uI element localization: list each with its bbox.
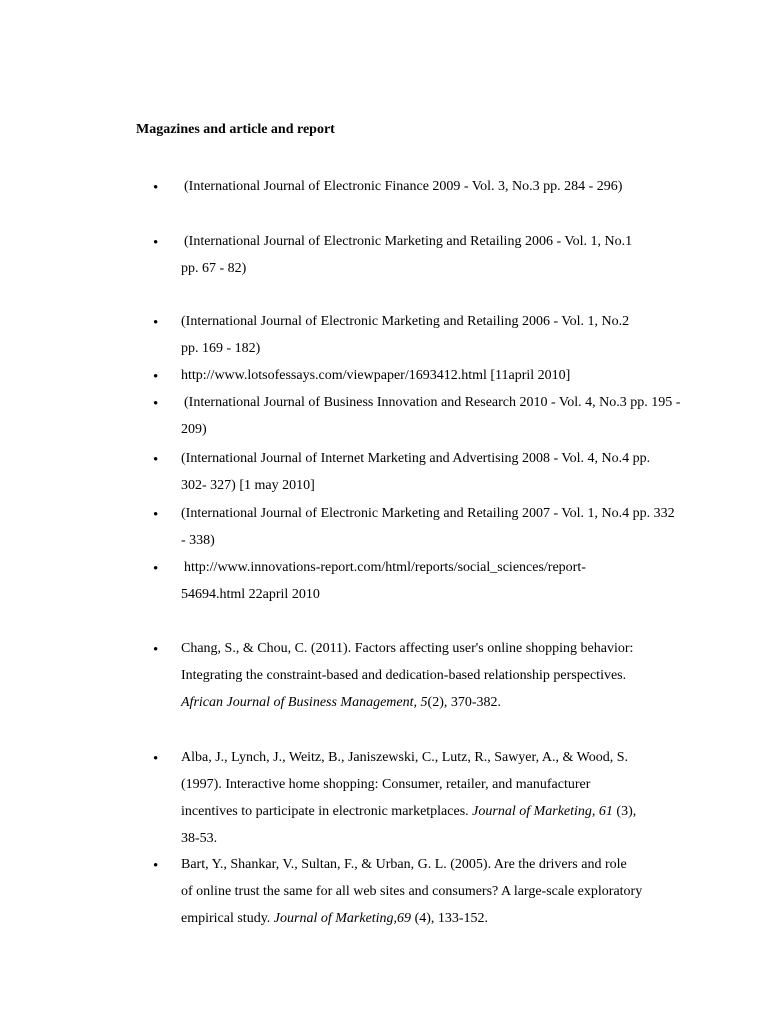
reference-line: Chang, S., & Chou, C. (2011). Factors affecting user's online shopping behavior: bbox=[181, 641, 634, 656]
bullet-icon: • bbox=[153, 561, 159, 577]
citation-text: empirical study. bbox=[181, 911, 274, 926]
reference-text bbox=[181, 855, 726, 936]
reference-text bbox=[181, 177, 726, 204]
bullet-icon: • bbox=[153, 452, 159, 468]
bullet-icon: • bbox=[153, 858, 159, 874]
reference-line: pp. 169 - 182) bbox=[181, 341, 261, 356]
reference-text bbox=[181, 393, 726, 447]
reference-line: - 338) bbox=[181, 533, 215, 548]
citation-details: (3), bbox=[612, 804, 637, 819]
reference-text bbox=[181, 449, 726, 503]
reference-line: (International Journal of Electronic Marketing and Retailing 2007 - Vol. 1, No.4 pp. 332 bbox=[181, 506, 675, 521]
reference-line bbox=[181, 693, 726, 720]
bullet-icon: • bbox=[153, 180, 159, 196]
reference-text bbox=[181, 504, 726, 558]
bullet-icon: • bbox=[153, 507, 159, 523]
reference-line: Bart, Y., Shankar, V., Sultan, F., & Urban, G. L. (2005). Are the drivers and role bbox=[181, 857, 627, 872]
reference-link[interactable]: http://www.lotsofessays.com/viewpaper/1693412.html [11april 2010] bbox=[181, 368, 571, 383]
reference-text bbox=[181, 558, 726, 612]
bullet-icon: • bbox=[153, 396, 159, 412]
bullet-icon: • bbox=[153, 235, 159, 251]
reference-line: of online trust the same for all web sites and consumers? A large-scale exploratory bbox=[181, 884, 643, 899]
reference-line: (International Journal of Business Innovation and Research 2010 - Vol. 4, No.3 pp. 195 - bbox=[184, 395, 681, 410]
reference-text bbox=[181, 366, 726, 393]
reference-text bbox=[181, 748, 726, 856]
reference-text bbox=[181, 312, 726, 366]
reference-link[interactable]: http://www.innovations-report.com/html/reports/social_sciences/report- bbox=[184, 560, 586, 575]
reference-line: 209) bbox=[181, 422, 207, 437]
reference-line: (International Journal of Electronic Marketing and Retailing 2006 - Vol. 1, No.1 bbox=[184, 234, 633, 249]
bullet-icon: • bbox=[153, 751, 159, 767]
reference-line: 302- 327) [1 may 2010] bbox=[181, 478, 315, 493]
reference-line: Integrating the constraint-based and dedication-based relationship perspectives. bbox=[181, 668, 627, 683]
bullet-icon: • bbox=[153, 642, 159, 658]
reference-line: (International Journal of Electronic Finance 2009 - Vol. 3, No.3 pp. 284 - 296) bbox=[184, 179, 623, 194]
bullet-icon: • bbox=[153, 369, 159, 385]
journal-title: Journal of Marketing,69 bbox=[273, 911, 412, 926]
reference-text bbox=[181, 639, 726, 720]
reference-line: Alba, J., Lynch, J., Weitz, B., Janiszewski, C., Lutz, R., Sawyer, A., & Wood, S. bbox=[181, 750, 628, 765]
reference-line: pp. 67 - 82) bbox=[181, 261, 247, 276]
reference-line: (International Journal of Internet Marketing and Advertising 2008 - Vol. 4, No.4 pp. bbox=[181, 451, 651, 466]
bullet-icon: • bbox=[153, 315, 159, 331]
journal-title: Journal of Marketing, 61 bbox=[472, 804, 613, 819]
section-heading: Magazines and article and report bbox=[136, 122, 335, 137]
reference-line: 38-53. bbox=[181, 831, 218, 846]
journal-title: African Journal of Business Management, 5 bbox=[181, 695, 428, 710]
reference-line: 54694.html 22april 2010 bbox=[181, 587, 320, 602]
reference-text bbox=[181, 232, 726, 286]
reference-line bbox=[181, 909, 726, 936]
citation-text: incentives to participate in electronic marketplaces. bbox=[181, 804, 473, 819]
reference-line bbox=[181, 802, 726, 829]
citation-details: (2), 370-382. bbox=[427, 695, 502, 710]
reference-line: (International Journal of Electronic Marketing and Retailing 2006 - Vol. 1, No.2 bbox=[181, 314, 630, 329]
reference-line: (1997). Interactive home shopping: Consumer, retailer, and manufacturer bbox=[181, 777, 591, 792]
citation-details: (4), 133-152. bbox=[411, 911, 489, 926]
